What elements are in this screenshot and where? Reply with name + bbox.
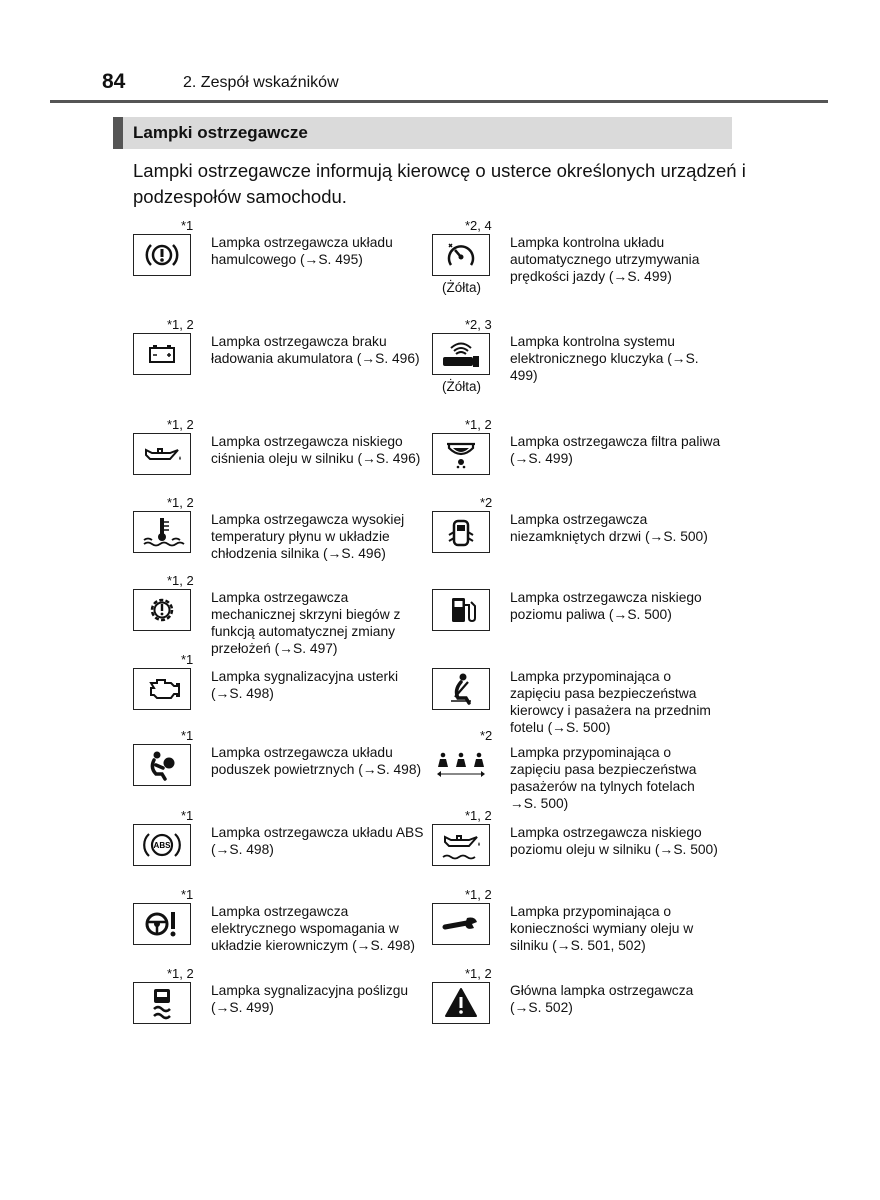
footnote-ref: *1: [181, 218, 194, 233]
oil-change-icon: [432, 903, 490, 945]
color-note: (Żółta): [442, 280, 482, 295]
footnote-ref: *2: [480, 728, 493, 743]
item-description: Lampka ostrzegawcza filtra paliwa (→S. 499): [510, 434, 721, 466]
section-title: Lampki ostrzegawcze: [133, 123, 308, 142]
item-description: Lampka przypominająca o zapięciu pasa bezpieczeństwa pasażerów na tylnych fotelach →S. 500): [510, 745, 697, 811]
abs-icon: [133, 824, 191, 866]
footnote-ref: *1: [181, 728, 194, 743]
smart-key-icon: [432, 333, 490, 375]
footnote-ref: *2, 4: [465, 218, 492, 233]
footnote-ref: *2, 3: [465, 317, 492, 332]
gear-warning-icon: [133, 589, 191, 631]
chapter-title: 2. Zespół wskaźników: [183, 74, 339, 91]
item-description: Lampka kontrolna układu automatycznego utrzymywania prędkości jazdy (→S. 499): [510, 235, 700, 284]
low-fuel-icon: [432, 589, 490, 631]
item-description: Lampka sygnalizacyjna usterki (→S. 498): [211, 669, 399, 701]
item-description: Lampka ostrzegawcza niskiego poziomu oleju w silniku (→S. 500): [510, 825, 718, 857]
item-description: Lampka sygnalizacyjna poślizgu (→S. 499): [211, 983, 409, 1015]
item-description: Lampka kontrolna systemu elektronicznego kluczyka (→S. 499): [510, 334, 699, 383]
header-rule: [50, 100, 828, 103]
page-number: 84: [102, 70, 126, 93]
color-note: (Żółta): [442, 379, 482, 394]
slip-indicator-icon: [133, 982, 191, 1024]
item-description: Lampka ostrzegawcza niskiego ciśnienia oleju w silniku (→S. 496): [211, 434, 421, 466]
footnote-ref: *2: [480, 495, 493, 510]
cruise-control-icon: [432, 234, 490, 276]
footnote-ref: *1, 2: [465, 966, 492, 981]
section-marker: [113, 117, 123, 149]
svg-text:ABS: ABS: [153, 841, 171, 850]
power-steering-icon: [133, 903, 191, 945]
oil-pressure-icon: [133, 433, 191, 475]
item-description: Lampka ostrzegawcza układu poduszek powietrznych (→S. 498): [211, 745, 422, 777]
footnote-ref: *1: [181, 652, 194, 667]
item-description: Lampka ostrzegawcza niskiego poziomu paliwa (→S. 500): [510, 590, 702, 622]
footnote-ref: *1, 2: [465, 887, 492, 902]
low-oil-level-icon: [432, 824, 490, 866]
master-warning-icon: [432, 982, 490, 1024]
fuel-filter-icon: [432, 433, 490, 475]
check-engine-icon: [133, 668, 191, 710]
open-door-icon: [432, 511, 490, 553]
item-description: Lampka przypominająca o konieczności wymiany oleju w silniku (→S. 501, 502): [510, 904, 694, 953]
footnote-ref: *1, 2: [465, 808, 492, 823]
item-description: Lampka ostrzegawcza wysokiej temperatury płynu w układzie chłodzenia silnika (→S. 496): [211, 512, 405, 561]
footnote-ref: *1: [181, 887, 194, 902]
footnote-ref: *1, 2: [465, 417, 492, 432]
intro-text: Lampki ostrzegawcze informują kierowcę o usterce określonych urządzeń i podzespołów samochodu.: [133, 160, 746, 207]
brake-system-icon: [133, 234, 191, 276]
item-description: Główna lampka ostrzegawcza (→S. 502): [510, 983, 694, 1015]
item-description: Lampka ostrzegawcza układu ABS (→S. 498): [211, 825, 424, 857]
item-description: Lampka przypominająca o zapięciu pasa bezpieczeństwa kierowcy i pasażera na przednim fotelu (→S. 500): [510, 669, 711, 735]
footnote-ref: *1, 2: [167, 317, 194, 332]
footnote-ref: *1, 2: [167, 495, 194, 510]
seatbelt-icon: [432, 668, 490, 710]
item-description: Lampka ostrzegawcza braku ładowania akumulatora (→S. 496): [211, 334, 420, 366]
item-description: Lampka ostrzegawcza układu hamulcowego (→S. 495): [211, 235, 393, 267]
item-description: Lampka ostrzegawcza elektrycznego wspomagania w układzie kierowniczym (→S. 498): [211, 904, 415, 953]
footnote-ref: *1, 2: [167, 573, 194, 588]
footnote-ref: *1, 2: [167, 417, 194, 432]
item-description: Lampka ostrzegawcza mechanicznej skrzyni biegów z funkcją automatycznej zmiany przełożeń (→S. 497): [211, 590, 401, 656]
footnote-ref: *1: [181, 808, 194, 823]
item-description: Lampka ostrzegawcza niezamkniętych drzwi (→S. 500): [510, 512, 708, 544]
coolant-temperature-icon: [133, 511, 191, 553]
rear-seatbelt-icon: [432, 744, 490, 786]
footnote-ref: *1, 2: [167, 966, 194, 981]
battery-icon: [133, 333, 191, 375]
airbag-icon: [133, 744, 191, 786]
